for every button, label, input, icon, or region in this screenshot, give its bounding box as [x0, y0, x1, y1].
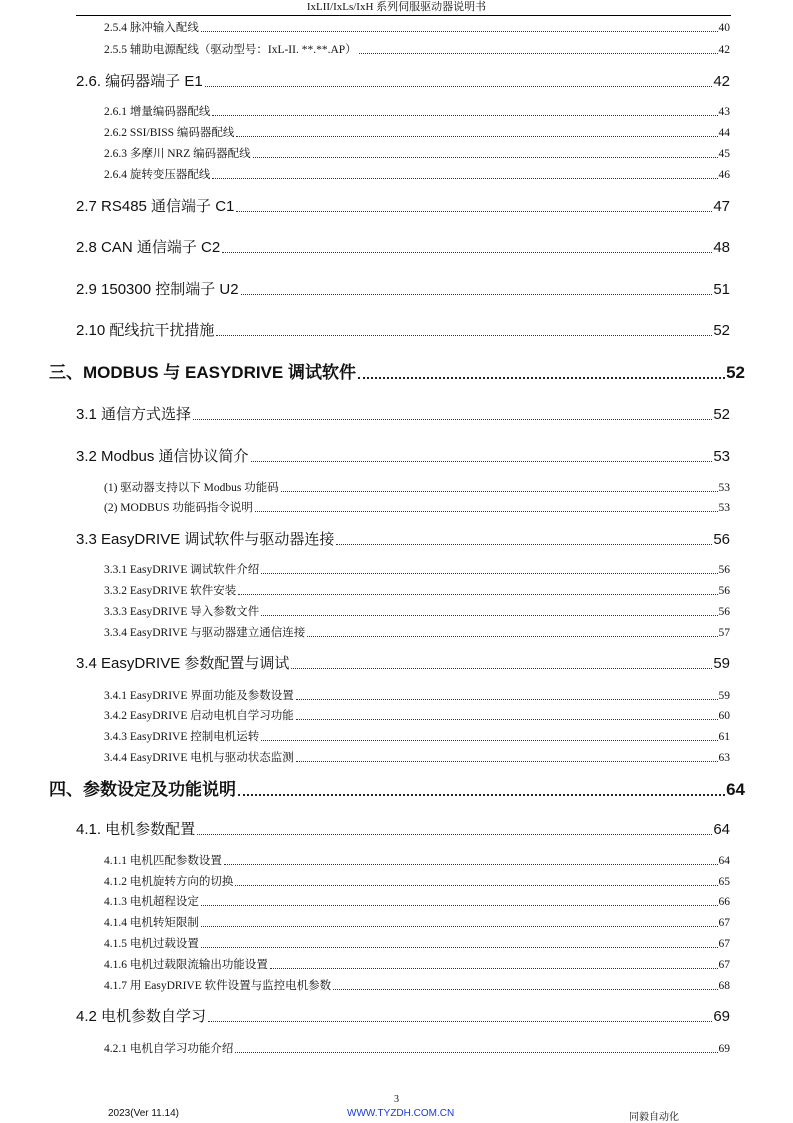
- toc-entry-page: 48: [713, 239, 730, 256]
- toc-entry-page: 43: [718, 106, 730, 118]
- toc-entry-page: 60: [718, 710, 730, 722]
- toc-entry-title: 3.4.3 EasyDRIVE 控制电机运转: [104, 731, 260, 743]
- toc-entry[interactable]: [49, 362, 745, 384]
- toc-entry[interactable]: [104, 978, 730, 994]
- toc-entry-title: 4.2 电机参数自学习: [76, 1008, 207, 1025]
- toc-entry[interactable]: [104, 688, 730, 704]
- toc-entry[interactable]: [104, 936, 730, 952]
- toc-entry[interactable]: [104, 708, 730, 724]
- toc-leader-dots: [251, 461, 713, 462]
- toc-leader-dots: [261, 573, 717, 574]
- toc-entry-title: 3.2 Modbus 通信协议简介: [76, 448, 249, 465]
- toc-leader-dots: [212, 115, 717, 116]
- toc-entry-title: 3.4.4 EasyDRIVE 电机与驱动状态监测: [104, 752, 294, 764]
- toc-leader-dots: [208, 1021, 712, 1022]
- toc-entry-page: 46: [718, 169, 730, 181]
- toc-entry-page: 61: [718, 731, 730, 743]
- toc-entry-title: (1) 驱动器支持以下 Modbus 功能码: [104, 482, 279, 494]
- toc-entry-page: 67: [718, 938, 730, 950]
- toc-entry-page: 64: [713, 821, 730, 838]
- toc-entry-title: 4.1. 电机参数配置: [76, 821, 196, 838]
- toc-leader-dots: [281, 491, 718, 492]
- toc-entry[interactable]: [104, 729, 730, 745]
- footer-website-link[interactable]: WWW.TYZDH.COM.CN: [347, 1108, 455, 1119]
- footer-version: 2023(Ver 11.14): [108, 1108, 179, 1119]
- toc-leader-dots: [235, 885, 717, 886]
- toc-entry[interactable]: [104, 750, 730, 766]
- toc-leader-dots: [336, 544, 712, 545]
- toc-entry-page: 59: [713, 655, 730, 672]
- toc-entry-title: 3.4.1 EasyDRIVE 界面功能及参数设置: [104, 690, 294, 702]
- toc-entry-page: 64: [718, 855, 730, 867]
- toc-entry-page: 69: [713, 1008, 730, 1025]
- toc-entry-title: 2.5.5 辅助电源配线（驱动型号：IxL-II. **.**.AP）: [104, 44, 357, 56]
- toc-entry[interactable]: [49, 779, 745, 801]
- toc-leader-dots: [307, 636, 717, 637]
- toc-leader-dots: [296, 719, 718, 720]
- toc-entry-page: 67: [718, 959, 730, 971]
- toc-leader-dots: [201, 905, 718, 906]
- toc-entry[interactable]: [76, 405, 730, 425]
- toc-leader-dots: [255, 511, 718, 512]
- toc-entry[interactable]: [104, 625, 730, 641]
- toc-entry-title: 2.6.2 SSI/BISS 编码器配线: [104, 127, 235, 139]
- toc-entry[interactable]: [76, 1007, 730, 1027]
- toc-entry[interactable]: [104, 125, 730, 141]
- toc-entry-page: 45: [718, 148, 730, 160]
- toc-entry[interactable]: [104, 957, 730, 973]
- toc-entry-page: 40: [718, 22, 730, 34]
- toc-leader-dots: [236, 136, 717, 137]
- toc-leader-dots: [358, 377, 725, 379]
- toc-entry[interactable]: [104, 874, 730, 890]
- toc-entry-title: 3.3.4 EasyDRIVE 与驱动器建立通信连接: [104, 627, 306, 639]
- footer-company: 同毅自动化: [629, 1112, 679, 1123]
- toc-entry[interactable]: [104, 20, 730, 36]
- toc-entry-title: 2.6. 编码器端子 E1: [76, 73, 203, 90]
- toc-entry[interactable]: [76, 238, 730, 258]
- toc-leader-dots: [224, 864, 718, 865]
- toc-leader-dots: [241, 294, 713, 295]
- toc-leader-dots: [291, 668, 712, 669]
- toc-leader-dots: [296, 699, 718, 700]
- toc-entry[interactable]: [104, 42, 730, 58]
- toc-entry-page: 56: [718, 585, 730, 597]
- toc-entry-title: 2.5.4 脉冲输入配线: [104, 22, 199, 34]
- toc-entry-title: 2.7 RS485 通信端子 C1: [76, 198, 235, 215]
- toc-entry[interactable]: [76, 447, 730, 467]
- toc-leader-dots: [359, 53, 718, 54]
- toc-leader-dots: [235, 1052, 717, 1053]
- toc-leader-dots: [270, 968, 718, 969]
- toc-entry-title: 3.3.2 EasyDRIVE 软件安装: [104, 585, 237, 597]
- toc-leader-dots: [222, 252, 712, 253]
- toc-entry-title: 3.1 通信方式选择: [76, 406, 192, 423]
- toc-entry-page: 56: [718, 606, 730, 618]
- toc-entry[interactable]: [104, 104, 730, 120]
- toc-leader-dots: [201, 926, 718, 927]
- toc-entry-page: 53: [718, 502, 730, 514]
- toc-entry-title: 3.3.1 EasyDRIVE 调试软件介绍: [104, 564, 260, 576]
- toc-entry-page: 56: [713, 531, 730, 548]
- toc-entry-page: 65: [718, 876, 730, 888]
- toc-entry-page: 51: [713, 281, 730, 298]
- page-number: 3: [394, 1094, 399, 1105]
- toc-entry-title: 2.6.1 增量编码器配线: [104, 106, 211, 118]
- toc-entry[interactable]: [104, 500, 730, 516]
- toc-entry[interactable]: [104, 915, 730, 931]
- toc-entry[interactable]: [76, 321, 730, 341]
- toc-entry-page: 47: [713, 198, 730, 215]
- toc-entry-page: 52: [713, 322, 730, 339]
- toc-leader-dots: [201, 31, 718, 32]
- toc-entry-page: 53: [713, 448, 730, 465]
- toc-leader-dots: [201, 947, 718, 948]
- toc-entry-title: 2.6.4 旋转变压器配线: [104, 169, 211, 181]
- toc-entry-page: 44: [718, 127, 730, 139]
- toc-entry[interactable]: [104, 583, 730, 599]
- toc-entry-title: 3.4 EasyDRIVE 参数配置与调试: [76, 655, 290, 672]
- toc-entry-page: 63: [718, 752, 730, 764]
- toc-entry[interactable]: [76, 72, 730, 92]
- toc-entry-title: 4.1.5 电机过载设置: [104, 938, 199, 950]
- toc-entry-page: 66: [718, 896, 730, 908]
- toc-entry-title: 4.1.7 用 EasyDRIVE 软件设置与监控电机参数: [104, 980, 332, 992]
- toc-leader-dots: [193, 419, 712, 420]
- toc-entry-title: 2.6.3 多摩川 NRZ 编码器配线: [104, 148, 251, 160]
- toc-entry[interactable]: [104, 167, 730, 183]
- toc-leader-dots: [261, 740, 717, 741]
- toc-entry-title: 4.1.3 电机超程设定: [104, 896, 199, 908]
- toc-entry-title: 2.9 150300 控制端子 U2: [76, 281, 239, 298]
- toc-entry-page: 57: [718, 627, 730, 639]
- toc-leader-dots: [212, 178, 717, 179]
- page-header: [0, 0, 793, 16]
- toc-entry[interactable]: [76, 820, 730, 840]
- document-title: IxLII/IxLs/IxH 系列伺服驱动器说明书: [306, 1, 487, 13]
- toc-entry[interactable]: [104, 604, 730, 620]
- toc-entry-title: 2.10 配线抗干扰措施: [76, 322, 215, 339]
- toc-entry-title: 4.1.1 电机匹配参数设置: [104, 855, 222, 867]
- toc-leader-dots: [238, 794, 725, 796]
- toc-entry-page: 59: [718, 690, 730, 702]
- toc-leader-dots: [205, 86, 713, 87]
- toc-entry-title: 三、MODBUS 与 EASYDRIVE 调试软件: [49, 363, 356, 382]
- toc-entry-page: 53: [718, 482, 730, 494]
- toc-entry-title: 2.8 CAN 通信端子 C2: [76, 239, 221, 256]
- toc-entry-page: 52: [726, 363, 745, 382]
- toc-leader-dots: [216, 335, 712, 336]
- toc-entry-page: 52: [713, 406, 730, 423]
- header-rule: [76, 15, 731, 16]
- toc-entry-page: 42: [713, 73, 730, 90]
- toc-leader-dots: [296, 761, 718, 762]
- toc-entry[interactable]: [104, 480, 730, 496]
- toc-entry[interactable]: [104, 562, 730, 578]
- toc-leader-dots: [238, 594, 717, 595]
- toc-entry-title: 4.1.2 电机旋转方向的切换: [104, 876, 234, 888]
- toc-entry-page: 68: [718, 980, 730, 992]
- toc-leader-dots: [333, 989, 717, 990]
- toc-entry-title: (2) MODBUS 功能码指令说明: [104, 502, 253, 514]
- toc-entry[interactable]: [76, 197, 730, 217]
- toc-entry-title: 4.2.1 电机自学习功能介绍: [104, 1043, 234, 1055]
- toc-entry-page: 56: [718, 564, 730, 576]
- toc-entry[interactable]: [104, 894, 730, 910]
- toc-entry-page: 67: [718, 917, 730, 929]
- toc-leader-dots: [197, 834, 712, 835]
- toc-leader-dots: [261, 615, 717, 616]
- toc-entry-title: 3.3.3 EasyDRIVE 导入参数文件: [104, 606, 260, 618]
- toc-entry[interactable]: [104, 146, 730, 162]
- toc-entry[interactable]: [104, 853, 730, 869]
- toc-entry-page: 64: [726, 780, 745, 799]
- toc-entry[interactable]: [76, 280, 730, 300]
- toc-entry-title: 4.1.6 电机过载限流输出功能设置: [104, 959, 268, 971]
- toc-entry-page: 42: [718, 44, 730, 56]
- toc-entry[interactable]: [76, 530, 730, 550]
- toc-entry-page: 69: [718, 1043, 730, 1055]
- toc-entry[interactable]: [104, 1041, 730, 1057]
- toc-leader-dots: [236, 211, 712, 212]
- toc-leader-dots: [253, 157, 718, 158]
- toc-entry-title: 4.1.4 电机转矩限制: [104, 917, 199, 929]
- toc-entry-title: 3.4.2 EasyDRIVE 启动电机自学习功能: [104, 710, 294, 722]
- toc-entry[interactable]: [76, 654, 730, 674]
- toc-entry-title: 四、参数设定及功能说明: [49, 780, 236, 799]
- toc-entry-title: 3.3 EasyDRIVE 调试软件与驱动器连接: [76, 531, 335, 548]
